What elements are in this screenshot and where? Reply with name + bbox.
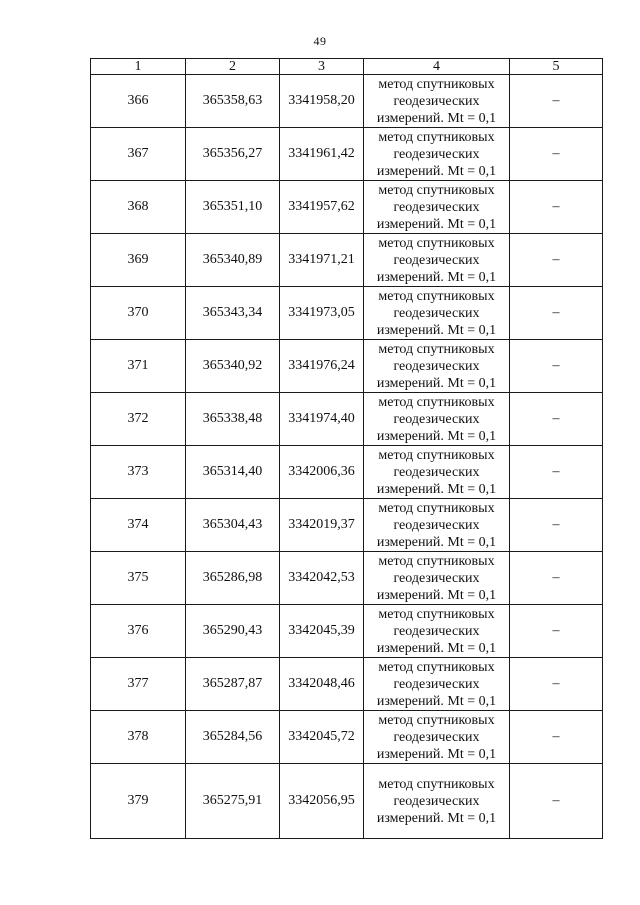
note-cell: –: [510, 446, 603, 499]
method-line: метод спутниковых: [378, 394, 495, 410]
x-coordinate-cell: 365284,56: [186, 711, 280, 764]
method-line: геодезических: [393, 623, 480, 639]
method-line: геодезических: [393, 729, 480, 745]
table-row: [91, 393, 603, 446]
point-number-cell: 372: [91, 393, 186, 446]
point-number-cell: 373: [91, 446, 186, 499]
point-number-cell: 374: [91, 499, 186, 552]
table-row: [91, 658, 603, 711]
table-row: [91, 764, 603, 839]
x-coordinate-cell: 365343,34: [186, 287, 280, 340]
y-coordinate-cell: 3342048,46: [280, 658, 364, 711]
header-row: [91, 59, 603, 75]
table-row: [91, 552, 603, 605]
method-line: метод спутниковых: [378, 341, 495, 357]
note-cell: –: [510, 234, 603, 287]
y-coordinate-cell: 3341957,62: [280, 181, 364, 234]
y-coordinate-cell: 3341973,05: [280, 287, 364, 340]
method-cell: [364, 605, 510, 658]
method-line: метод спутниковых: [378, 606, 495, 622]
note-cell: –: [510, 499, 603, 552]
x-coordinate-cell: 365275,91: [186, 764, 280, 839]
table-row: [91, 446, 603, 499]
y-coordinate-cell: 3342042,53: [280, 552, 364, 605]
method-line: геодезических: [393, 146, 480, 162]
point-number-cell: 369: [91, 234, 186, 287]
note-cell: –: [510, 658, 603, 711]
method-line: измерений. Mt = 0,1: [376, 810, 497, 826]
method-cell: [364, 128, 510, 181]
point-number-cell: 379: [91, 764, 186, 839]
method-line: геодезических: [393, 358, 480, 374]
header-col-5: 5: [510, 59, 603, 75]
table-row: [91, 711, 603, 764]
point-number-cell: 375: [91, 552, 186, 605]
x-coordinate-cell: 365290,43: [186, 605, 280, 658]
header-col-2: 2: [186, 59, 280, 75]
method-line: геодезических: [393, 676, 480, 692]
method-cell: [364, 181, 510, 234]
note-cell: –: [510, 552, 603, 605]
method-cell: [364, 499, 510, 552]
method-cell: [364, 658, 510, 711]
x-coordinate-cell: 365340,89: [186, 234, 280, 287]
table-row: [91, 499, 603, 552]
note-cell: –: [510, 605, 603, 658]
method-line: метод спутниковых: [378, 182, 495, 198]
method-line: геодезических: [393, 793, 480, 809]
method-line: метод спутниковых: [378, 500, 495, 516]
point-number-cell: 378: [91, 711, 186, 764]
point-number-cell: 377: [91, 658, 186, 711]
x-coordinate-cell: 365287,87: [186, 658, 280, 711]
note-cell: –: [510, 181, 603, 234]
point-number-cell: 376: [91, 605, 186, 658]
point-number-cell: 370: [91, 287, 186, 340]
method-line: измерений. Mt = 0,1: [376, 163, 497, 179]
table-row: [91, 75, 603, 128]
x-coordinate-cell: 365358,63: [186, 75, 280, 128]
table-header: [91, 59, 603, 75]
method-line: измерений. Mt = 0,1: [376, 640, 497, 656]
method-line: измерений. Mt = 0,1: [376, 216, 497, 232]
x-coordinate-cell: 365356,27: [186, 128, 280, 181]
method-line: геодезических: [393, 93, 480, 109]
method-line: метод спутниковых: [378, 288, 495, 304]
note-cell: –: [510, 287, 603, 340]
x-coordinate-cell: 365351,10: [186, 181, 280, 234]
method-line: измерений. Mt = 0,1: [376, 375, 497, 391]
method-line: измерений. Mt = 0,1: [376, 693, 497, 709]
x-coordinate-cell: 365314,40: [186, 446, 280, 499]
method-cell: [364, 287, 510, 340]
method-cell: [364, 446, 510, 499]
table-body: [91, 75, 603, 839]
x-coordinate-cell: 365286,98: [186, 552, 280, 605]
method-line: геодезических: [393, 517, 480, 533]
method-line: измерений. Mt = 0,1: [376, 746, 497, 762]
method-cell: [364, 234, 510, 287]
note-cell: –: [510, 393, 603, 446]
note-cell: –: [510, 75, 603, 128]
method-line: геодезических: [393, 570, 480, 586]
method-line: метод спутниковых: [378, 447, 495, 463]
method-line: геодезических: [393, 305, 480, 321]
method-line: геодезических: [393, 411, 480, 427]
y-coordinate-cell: 3342006,36: [280, 446, 364, 499]
method-line: метод спутниковых: [378, 129, 495, 145]
method-line: метод спутниковых: [378, 553, 495, 569]
y-coordinate-cell: 3342045,39: [280, 605, 364, 658]
method-cell: [364, 552, 510, 605]
table-row: [91, 128, 603, 181]
method-line: геодезических: [393, 252, 480, 268]
method-line: измерений. Mt = 0,1: [376, 269, 497, 285]
table-row: [91, 181, 603, 234]
page-number: 49: [313, 34, 327, 48]
method-line: измерений. Mt = 0,1: [376, 110, 497, 126]
y-coordinate-cell: 3341974,40: [280, 393, 364, 446]
method-line: метод спутниковых: [378, 776, 495, 792]
method-line: метод спутниковых: [378, 76, 495, 92]
method-line: измерений. Mt = 0,1: [376, 428, 497, 444]
header-col-4: 4: [364, 59, 510, 75]
header-col-3: 3: [280, 59, 364, 75]
method-line: геодезических: [393, 199, 480, 215]
table-row: [91, 605, 603, 658]
y-coordinate-cell: 3342056,95: [280, 764, 364, 839]
method-cell: [364, 711, 510, 764]
note-cell: –: [510, 711, 603, 764]
x-coordinate-cell: 365340,92: [186, 340, 280, 393]
header-col-1: 1: [91, 59, 186, 75]
x-coordinate-cell: 365304,43: [186, 499, 280, 552]
method-line: измерений. Mt = 0,1: [376, 587, 497, 603]
method-cell: [364, 75, 510, 128]
method-line: геодезических: [393, 464, 480, 480]
point-number-cell: 366: [91, 75, 186, 128]
y-coordinate-cell: 3341961,42: [280, 128, 364, 181]
point-number-cell: 367: [91, 128, 186, 181]
coordinates-table: [90, 58, 603, 839]
note-cell: –: [510, 340, 603, 393]
y-coordinate-cell: 3341971,21: [280, 234, 364, 287]
y-coordinate-cell: 3342019,37: [280, 499, 364, 552]
x-coordinate-cell: 365338,48: [186, 393, 280, 446]
point-number-cell: 368: [91, 181, 186, 234]
method-line: измерений. Mt = 0,1: [376, 322, 497, 338]
method-line: измерений. Mt = 0,1: [376, 481, 497, 497]
note-cell: –: [510, 764, 603, 839]
method-line: измерений. Mt = 0,1: [376, 534, 497, 550]
method-cell: [364, 340, 510, 393]
y-coordinate-cell: 3341958,20: [280, 75, 364, 128]
method-cell: [364, 764, 510, 839]
method-line: метод спутниковых: [378, 235, 495, 251]
table-row: [91, 287, 603, 340]
method-line: метод спутниковых: [378, 659, 495, 675]
method-cell: [364, 393, 510, 446]
y-coordinate-cell: 3341976,24: [280, 340, 364, 393]
table-row: [91, 234, 603, 287]
method-line: метод спутниковых: [378, 712, 495, 728]
point-number-cell: 371: [91, 340, 186, 393]
y-coordinate-cell: 3342045,72: [280, 711, 364, 764]
table-row: [91, 340, 603, 393]
note-cell: –: [510, 128, 603, 181]
